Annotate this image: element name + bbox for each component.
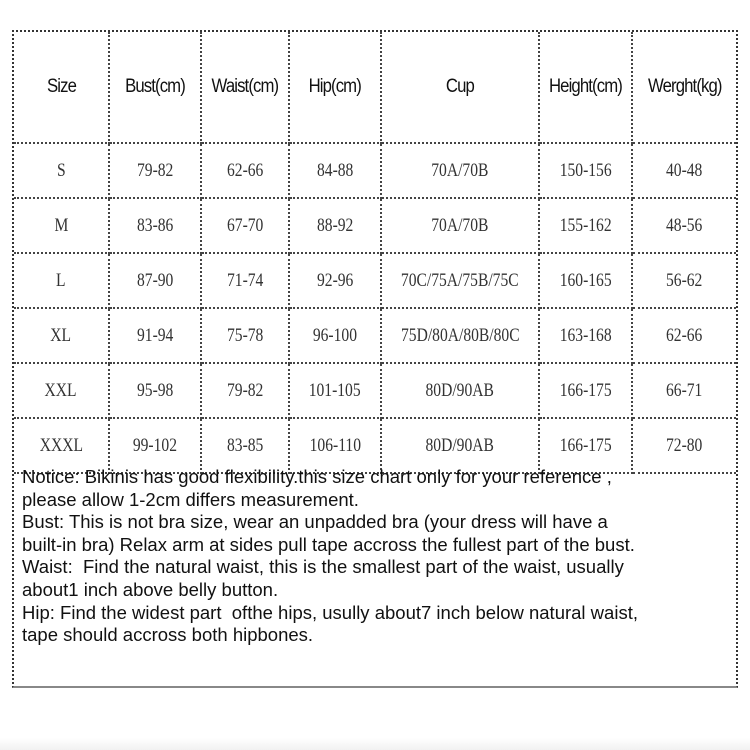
header-size: Size xyxy=(14,32,109,143)
waist-note-line: about1 inch above belly button. xyxy=(22,578,279,600)
cell-waist: 71-74 xyxy=(201,253,289,308)
cell-waist: 75-78 xyxy=(201,308,289,363)
header-hip: Hip(cm) xyxy=(289,32,381,143)
notice-line: Notice: Bikinis has good flexibility.this size chart only for your reference , xyxy=(22,466,612,487)
cell-hip: 106-110 xyxy=(289,418,381,473)
cell-waist: 62-66 xyxy=(201,143,289,198)
notice-line: please allow 1-2cm differs measurement. xyxy=(22,488,359,510)
cell-weight: 66-71 xyxy=(632,363,736,418)
cell-height: 166-175 xyxy=(539,418,632,473)
cell-height: 166-175 xyxy=(539,363,632,418)
cell-weight: 62-66 xyxy=(632,308,736,363)
table-row xyxy=(14,253,736,308)
table-row xyxy=(14,363,736,418)
cell-height: 163-168 xyxy=(539,308,632,363)
bottom-edge xyxy=(0,738,750,750)
bust-note-line: Bust: This is not bra size, wear an unpadded bra (your dress will have a xyxy=(22,511,608,533)
cell-height: 160-165 xyxy=(539,253,632,308)
cell-waist: 67-70 xyxy=(201,198,289,253)
header-weight: Werght(kg) xyxy=(632,32,736,143)
cell-hip: 84-88 xyxy=(289,143,381,198)
header-row xyxy=(14,32,736,143)
cell-bust: 87-90 xyxy=(109,253,201,308)
cell-waist: 79-82 xyxy=(201,363,289,418)
hip-note-line: tape should accross both hipbones. xyxy=(22,624,314,646)
table-row xyxy=(14,143,736,198)
size-chart xyxy=(12,30,738,688)
measurement-notes xyxy=(22,466,734,647)
cell-size: XXXL xyxy=(14,418,109,473)
cell-bust: 91-94 xyxy=(109,308,201,363)
cell-weight: 72-80 xyxy=(632,418,736,473)
cell-size: S xyxy=(14,143,109,198)
cell-cup: 70C/75A/75B/75C xyxy=(381,253,539,308)
header-bust: Bust(cm) xyxy=(109,32,201,143)
size-table xyxy=(14,32,736,474)
cell-bust: 83-86 xyxy=(109,198,201,253)
cell-hip: 101-105 xyxy=(289,363,381,418)
table-row xyxy=(14,308,736,363)
cell-bust: 99-102 xyxy=(109,418,201,473)
cell-cup: 70A/70B xyxy=(381,198,539,253)
cell-weight: 40-48 xyxy=(632,143,736,198)
cell-waist: 83-85 xyxy=(201,418,289,473)
cell-cup: 80D/90AB xyxy=(381,418,539,473)
hip-note-line: Hip: Find the widest part ofthe hips, usully about7 inch below natural waist, xyxy=(22,601,638,623)
cell-cup: 75D/80A/80B/80C xyxy=(381,308,539,363)
header-waist: Waist(cm) xyxy=(201,32,289,143)
cell-weight: 48-56 xyxy=(632,198,736,253)
cell-weight: 56-62 xyxy=(632,253,736,308)
header-height: Height(cm) xyxy=(539,32,632,143)
table-row xyxy=(14,418,736,473)
waist-note-line: Waist: Find the natural waist, this is the smallest part of the waist, usually xyxy=(22,556,624,578)
cell-bust: 95-98 xyxy=(109,363,201,418)
cell-size: L xyxy=(14,253,109,308)
table-row xyxy=(14,198,736,253)
cell-hip: 88-92 xyxy=(289,198,381,253)
bust-note-line: built-in bra) Relax arm at sides pull tape accross the fullest part of the bust. xyxy=(22,533,635,555)
cell-size: M xyxy=(14,198,109,253)
cell-cup: 70A/70B xyxy=(381,143,539,198)
cell-cup: 80D/90AB xyxy=(381,363,539,418)
cell-size: XXL xyxy=(14,363,109,418)
cell-height: 155-162 xyxy=(539,198,632,253)
cell-size: XL xyxy=(14,308,109,363)
cell-hip: 92-96 xyxy=(289,253,381,308)
cell-bust: 79-82 xyxy=(109,143,201,198)
header-cup: Cup xyxy=(381,32,539,143)
cell-hip: 96-100 xyxy=(289,308,381,363)
cell-height: 150-156 xyxy=(539,143,632,198)
